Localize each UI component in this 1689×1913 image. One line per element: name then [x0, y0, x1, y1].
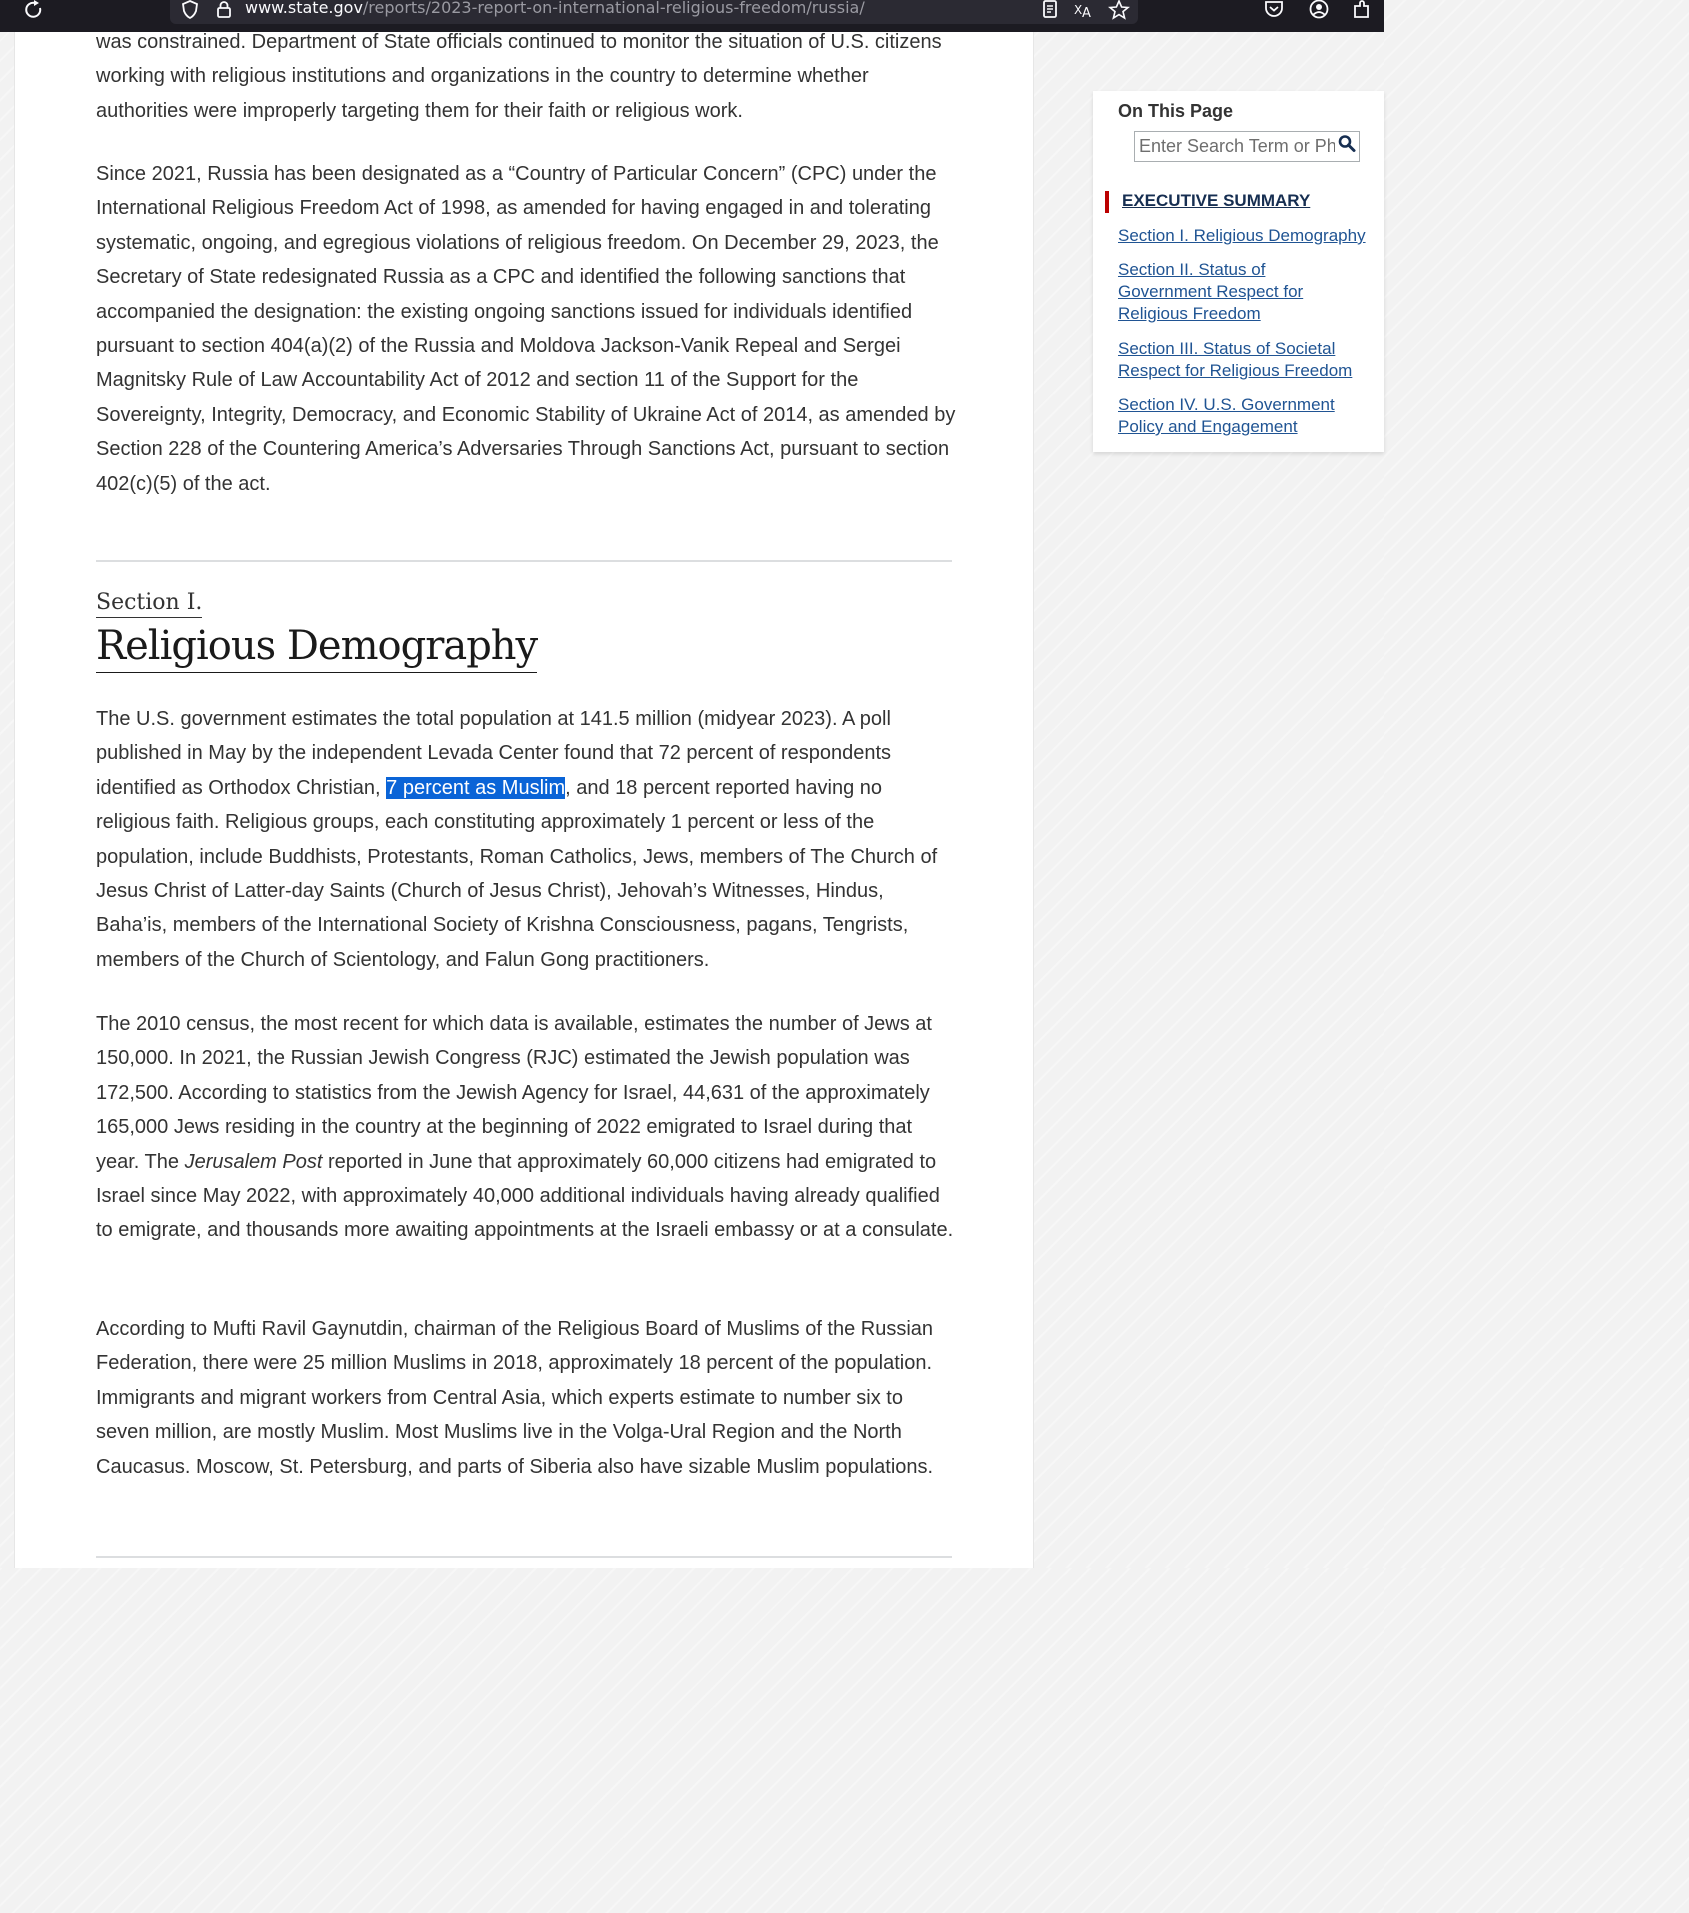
translate-icon[interactable]: [1072, 0, 1096, 24]
url-path: /reports/2023-report-on-international-religious-freedom/russia/: [362, 0, 865, 17]
toc-link-executive-summary[interactable]: EXECUTIVE SUMMARY: [1122, 191, 1311, 210]
section-divider-bottom: [96, 1556, 952, 1558]
search-icon[interactable]: [1337, 134, 1357, 154]
population-text-after: , and 18 percent reported having no religious faith. Religious groups, each constituting approximately 1 percent or less of the population, include Buddhists, Protestants, Roman Catholics, Jews, members of The Church of Jesus Christ of Latter-day Saints (Church of Jesus Christ), Jehovah’s Witnesses, Hindus, Baha’is, members of the International Society of Krishna Consciousness, pagans, Tengrists, members of the Church of Scientology, and Falun Gong practitioners.: [96, 776, 938, 971]
section-divider: [96, 560, 952, 562]
population-text-before: The U.S. government estimates the total population at 141.5 million (midyear 2023). A poll published in May by the independent Levada Center found that 72 percent of respondents identified as Orthodox Christian,: [96, 708, 892, 799]
section-kicker[interactable]: Section I.: [96, 589, 202, 618]
selected-text-highlight: 7 percent as Muslim: [386, 776, 566, 799]
reload-icon[interactable]: [22, 0, 46, 24]
bookmark-star-icon[interactable]: [1107, 0, 1131, 24]
paragraph-muslim-population: According to Mufti Ravil Gaynutdin, chairman of the Religious Board of Muslims of the Russian Federation, there were 25 million Muslims in 2018, approximately 18 percent of the population. Immigrants and migrant workers from Central Asia, which experts estimate to number six to seven million, are mostly Muslim. Most Muslims live in the Volga-Ural Region and the North Caucasus. Moscow, St. Petersburg, and parts of Siberia also have sizable Muslim populations.: [96, 1318, 934, 1478]
svg-text:A: A: [1082, 6, 1091, 20]
publication-name: Jerusalem Post: [184, 1150, 323, 1173]
url-text[interactable]: [245, 0, 865, 20]
account-icon[interactable]: [1307, 0, 1331, 24]
on-this-page-panel: [1093, 91, 1384, 452]
page-search-input[interactable]: [1135, 132, 1335, 161]
svg-text:X: X: [1074, 3, 1083, 17]
paragraph-population: [96, 702, 956, 977]
paragraph-cpc-designation: Since 2021, Russia has been designated as a “Country of Particular Concern” (CPC) under the International Religious Freedom Act of 1998, as amended for having engaged in and tolerating systematic, ongoing, and egregious violations of religious freedom. On December 29, 2023, the Secretary of State redesignated Russia as a CPC and identified the following sanctions that accompanied the designation: the existing ongoing sanctions issued for individuals identified pursuant to section 404(a)(2) of the Russia and Moldova Jackson-Vanik Repeal and Sergei Magnitsky Rule of Law Accountability Act of 2012 and section 11 of the Support for the Sovereignty, Integrity, Democracy, and Economic Stability of Ukraine Act of 2014, as amended by Section 228 of the Countering America’s Adversaries Through Sanctions Act, pursuant to section 402(c)(5) of the act.: [96, 163, 956, 495]
tracking-protection-shield-icon[interactable]: [178, 0, 202, 24]
on-this-page-title: On This Page: [1118, 101, 1234, 121]
paragraph-intro-tail: was constrained. Department of State officials continued to monitor the situation of U.S. citizens working with religious institutions and organizations in the country to determine whether authorities were improperly targeting them for their faith or religious work.: [96, 31, 942, 122]
toc-link-section-iv[interactable]: Section IV. U.S. Government Policy and Engagement: [1118, 395, 1335, 436]
toc-active-indicator: [1105, 191, 1109, 213]
extensions-icon[interactable]: [1350, 0, 1374, 24]
lock-icon[interactable]: [212, 0, 236, 24]
section-title[interactable]: Religious Demography: [96, 620, 537, 673]
page-search-box: [1134, 131, 1360, 162]
pocket-icon[interactable]: [1262, 0, 1286, 24]
jews-text-before: The 2010 census, the most recent for which data is available, estimates the number of Jews at 150,000. In 2021, the Russian Jewish Congress (RJC) estimated the Jewish population was 172,500. According to statistics from the Jewish Agency for Israel, 44,631 of the approximately 165,000 Jews residing in the country at the beginning of 2022 emigrated to Israel during that year. The: [96, 1013, 932, 1173]
toc-link-section-ii[interactable]: Section II. Status of Government Respect for Religious Freedom: [1118, 260, 1304, 323]
jews-text-after: reported in June that approximately 60,000 citizens had emigrated to Israel since May 2022, with approximately 40,000 additional individuals having already qualified to emigrate, and thousands more awaiting appointments at the Israeli embassy or at a consulate.: [96, 1150, 954, 1242]
reader-view-icon[interactable]: [1038, 0, 1062, 24]
url-host: www.state.gov: [245, 0, 363, 17]
toc-link-section-iii[interactable]: Section III. Status of Societal Respect for Religious Freedom: [1118, 339, 1353, 380]
paragraph-jewish-population: [96, 1007, 956, 1248]
toc-link-section-i[interactable]: Section I. Religious Demography: [1118, 226, 1366, 245]
